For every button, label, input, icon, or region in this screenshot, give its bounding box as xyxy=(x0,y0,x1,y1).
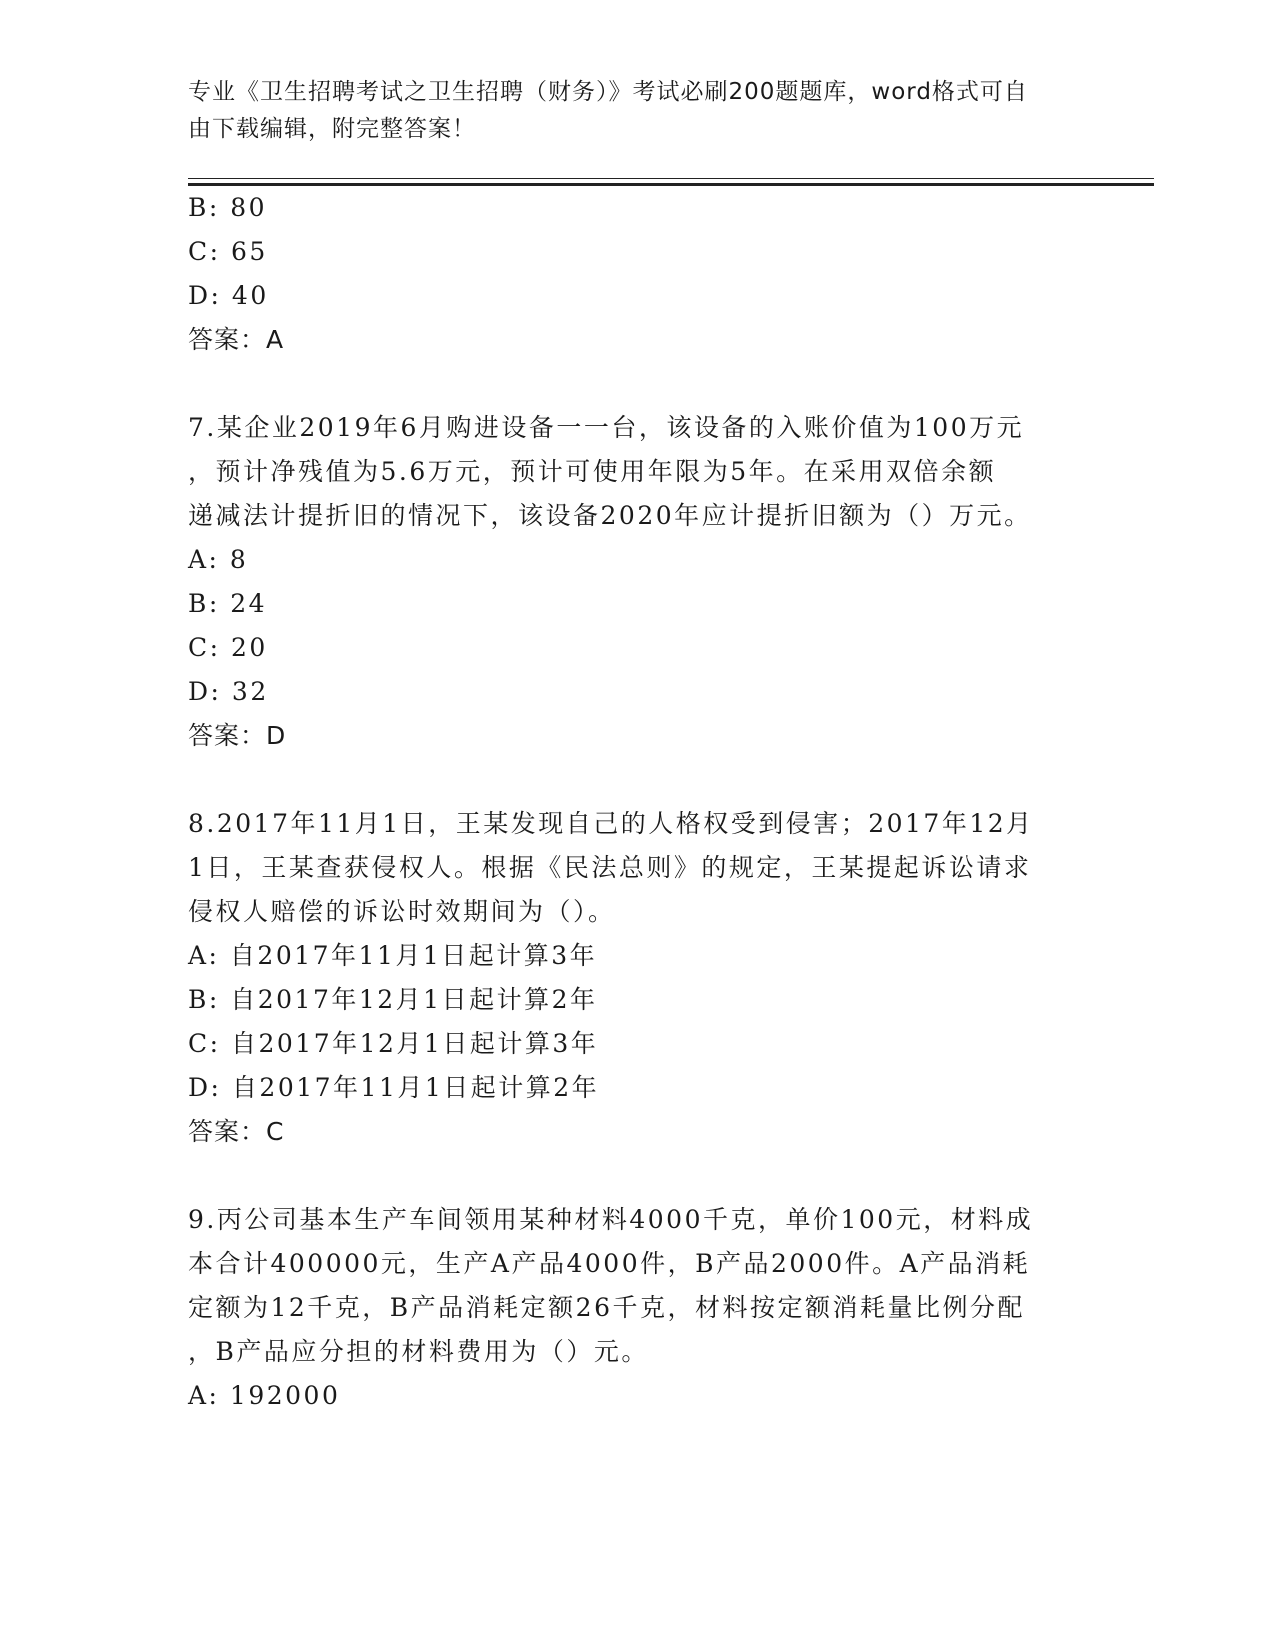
q8-option-b: B: 自2017年12月1日起计算2年 xyxy=(188,985,598,1014)
header-title-line-2: 由下载编辑，附完整答案！ xyxy=(188,116,476,142)
q9-text-line-1: 9.丙公司基本生产车间领用某种材料4000千克，单价100元，材料成 xyxy=(188,1205,1034,1234)
q7-answer: 答案：D xyxy=(188,721,287,750)
q8-option-a: A: 自2017年11月1日起计算3年 xyxy=(188,941,598,970)
document-header xyxy=(188,74,1078,148)
q8-text-line-1: 8.2017年11月1日，王某发现自己的人格权受到侵害；2017年12月 xyxy=(188,809,1034,838)
q7-option-a: A: 8 xyxy=(188,545,249,574)
q7-option-d: D: 32 xyxy=(188,677,269,706)
header-divider-thin xyxy=(188,178,1154,179)
q9-text-line-3: 定额为12千克，B产品消耗定额26千克，材料按定额消耗量比例分配 xyxy=(188,1293,1025,1322)
q8-text-line-3: 侵权人赔偿的诉讼时效期间为（）。 xyxy=(188,897,616,926)
q8-option-c: C: 自2017年12月1日起计算3年 xyxy=(188,1029,599,1058)
q6-answer: 答案：A xyxy=(188,325,285,354)
q7-option-b: B: 24 xyxy=(188,589,268,618)
q8-text-line-2: 1日，王某查获侵权人。根据《民法总则》的规定，王某提起诉讼请求 xyxy=(188,853,1032,882)
q7-text-line-2: ，预计净残值为5.6万元，预计可使用年限为5年。在采用双倍余额 xyxy=(188,457,997,486)
q6-option-d: D: 40 xyxy=(188,281,269,310)
header-divider-thick xyxy=(188,183,1154,186)
q6-option-c: C: 65 xyxy=(188,237,268,266)
q9-text-line-2: 本合计400000元，生产A产品4000件，B产品2000件。A产品消耗 xyxy=(188,1249,1031,1278)
q7-option-c: C: 20 xyxy=(188,633,268,662)
q6-option-b: B: 80 xyxy=(188,193,268,222)
q9-option-a: A: 192000 xyxy=(188,1381,341,1410)
q8-answer: 答案：C xyxy=(188,1117,285,1146)
header-title-line-1: 专业《卫生招聘考试之卫生招聘（财务）》考试必刷200题题库，word格式可自 xyxy=(188,79,1028,105)
q8-option-d: D: 自2017年11月1日起计算2年 xyxy=(188,1073,600,1102)
q9-text-line-4: ，B产品应分担的材料费用为（）元。 xyxy=(188,1337,649,1366)
q7-text-line-3: 递减法计提折旧的情况下，该设备2020年应计提折旧额为（）万元。 xyxy=(188,501,1032,530)
q7-text-line-1: 7.某企业2019年6月购进设备一一台，该设备的入账价值为100万元 xyxy=(188,413,1025,442)
